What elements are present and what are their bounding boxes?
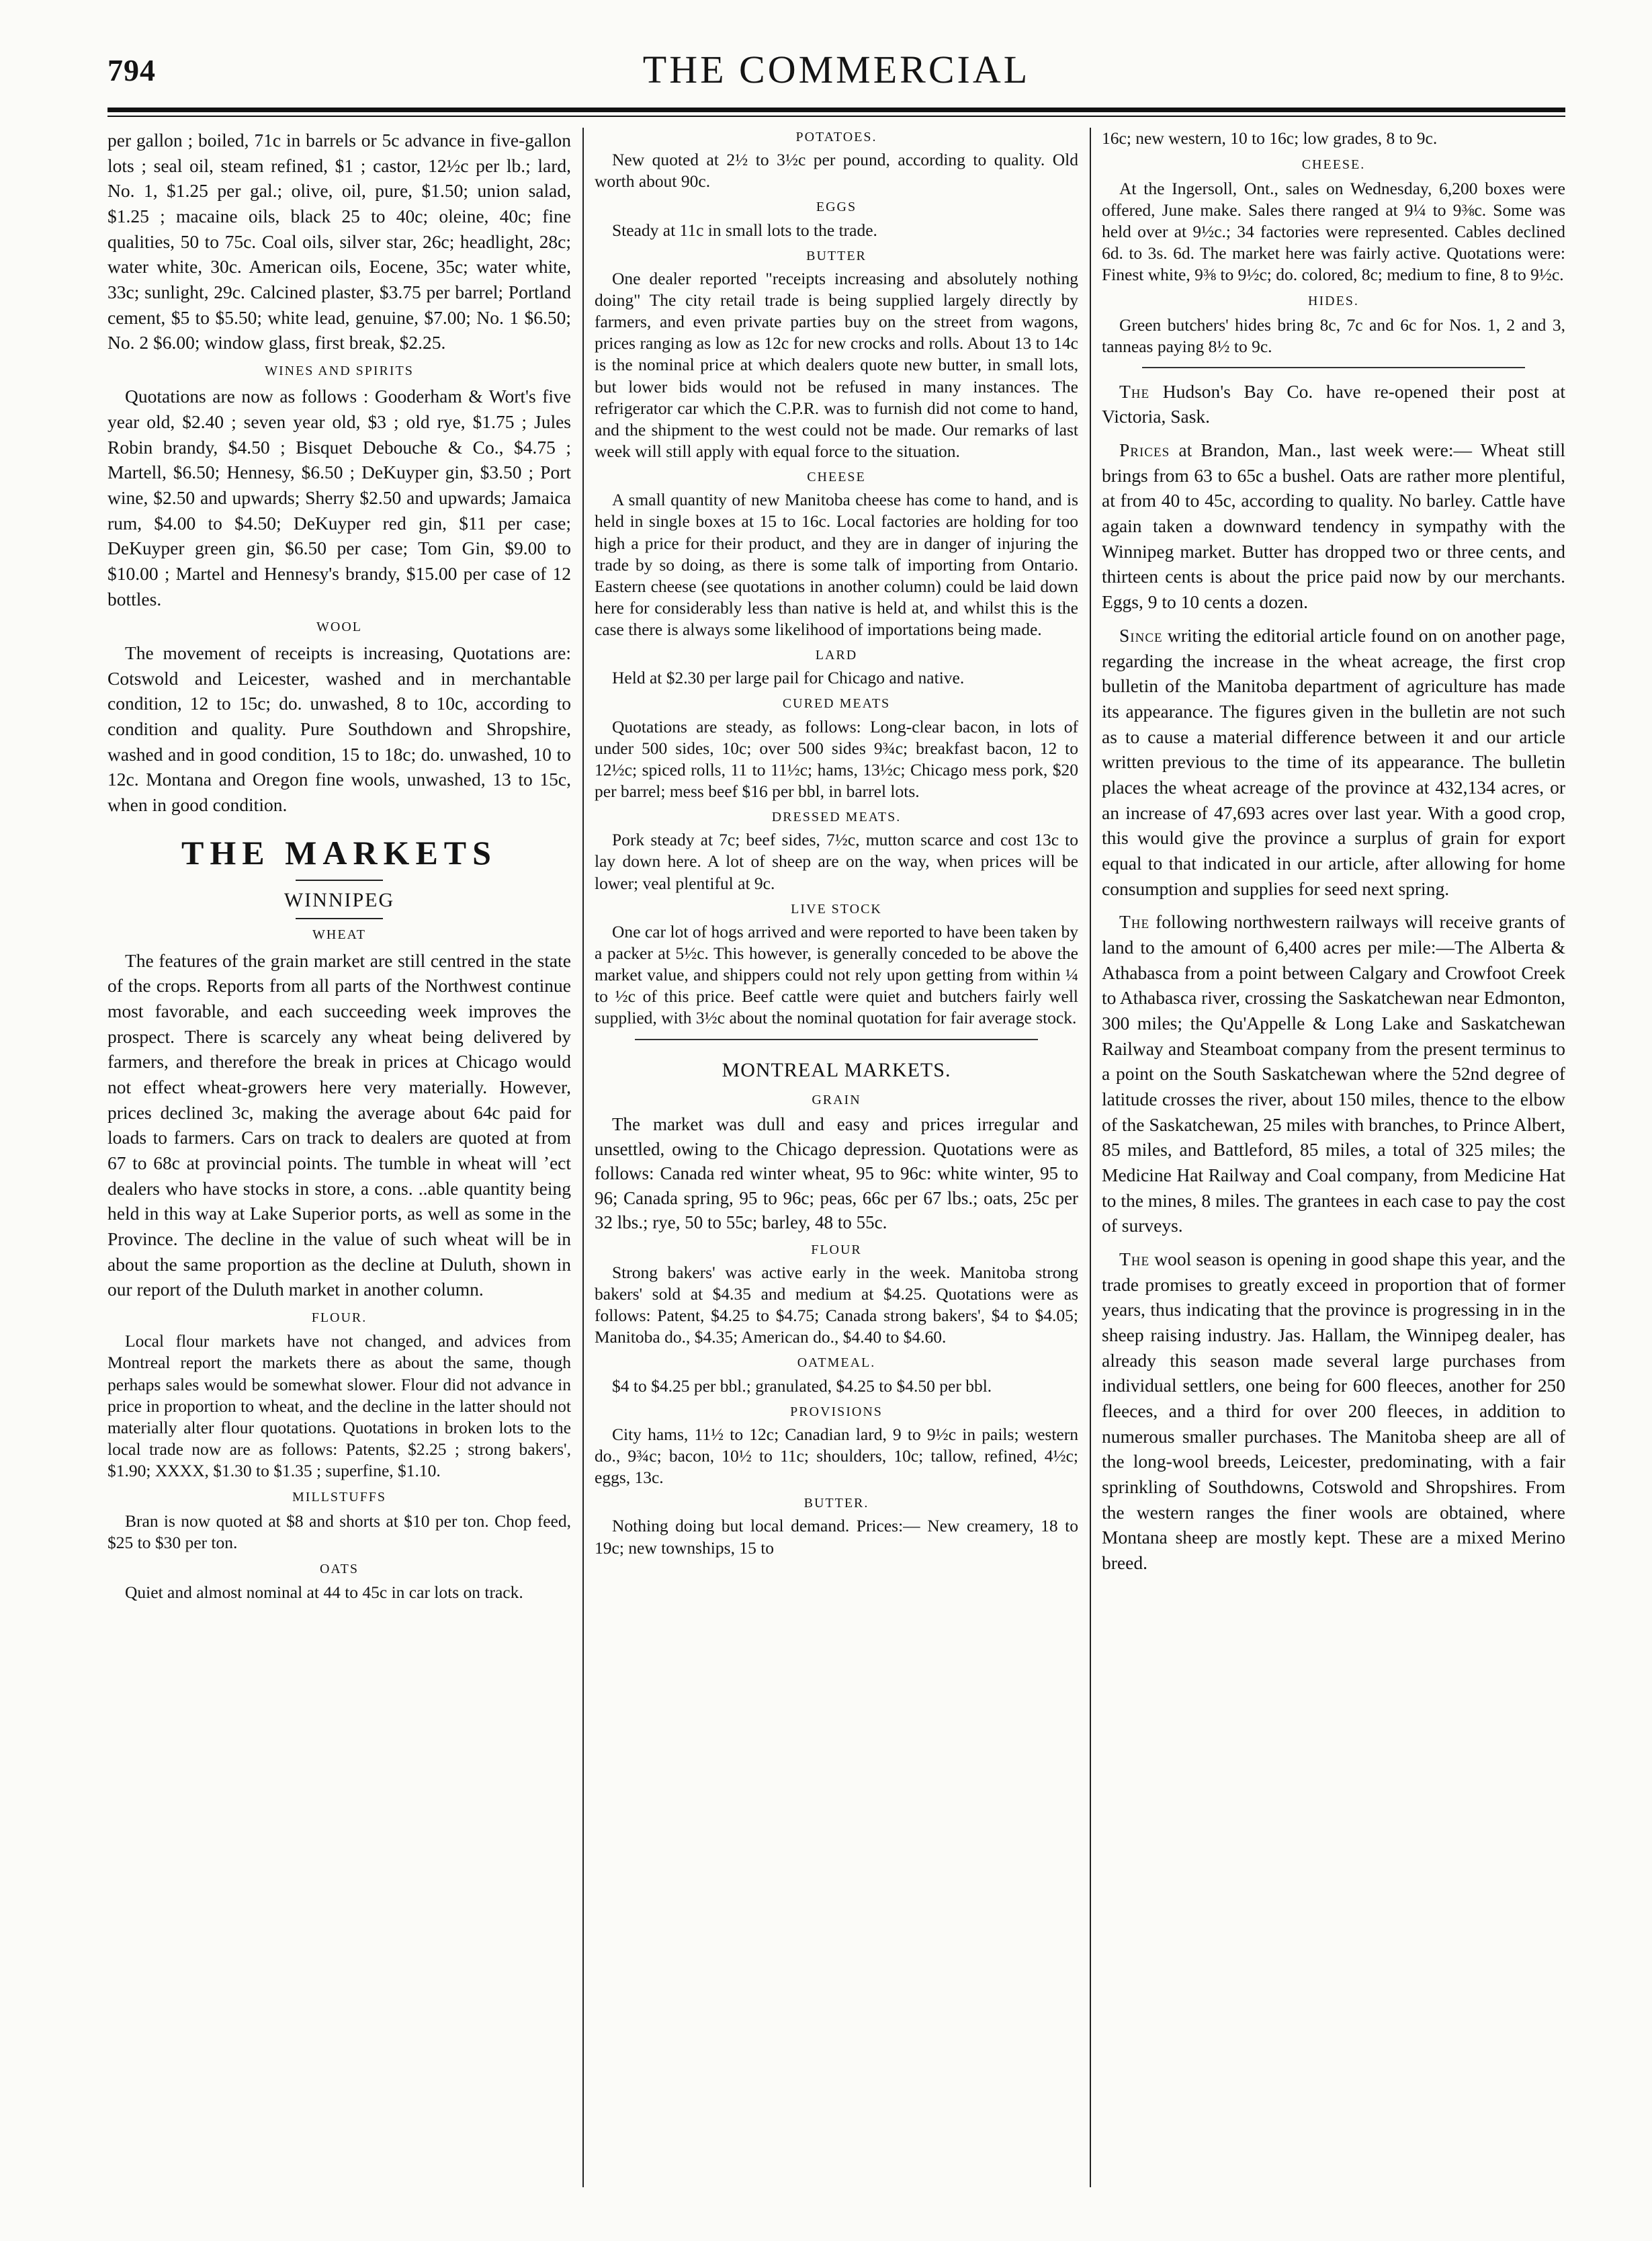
railways-paragraph	[1102, 909, 1565, 1238]
montreal-heading: MONTREAL MARKETS.	[722, 1058, 951, 1081]
montreal-butter-paragraph: Nothing doing but local demand. Prices:— New creamery, 18 to 19c; new townships, 15 to	[595, 1516, 1078, 1558]
wool-season-paragraph	[1102, 1246, 1565, 1576]
wool-heading: WOOL	[316, 620, 362, 635]
winnipeg-heading: WINNIPEG	[284, 889, 395, 912]
cheese-paragraph: A small quantity of new Manitoba cheese has come to hand, and is held in single boxes at 15 to 16c. Local factories are holding for too high a price for their product, and they are in danger of injuring the trade by so doing, as there is some talk of importing from Ontario. Eastern cheese (see quotations in another column) could be laid down here for considerably less than native is held at, and whilst this is the case there is always some likelihood of importations being made.	[595, 490, 1078, 639]
live-stock-paragraph: One car lot of hogs arrived and were reported to have been taken by a packer at 5½c. This however, is generally conceded to be above the market value, and shippers could not rely upon getting from within ¼ to ½c of this price. Beef cattle were quiet and butchers fairly well supplied, with 3½c about the nominal quotation for fair average stock.	[595, 921, 1078, 1028]
montreal-cheese-heading: CHEESE.	[1301, 157, 1366, 173]
paragraph-text: Hudson's Bay Co. have re-opened their post at Victoria, Sask.	[1102, 380, 1565, 427]
lead-word: Prices	[1119, 439, 1170, 461]
potatoes-heading: POTATOES.	[795, 130, 877, 144]
wines-heading: WINES AND SPIRITS	[265, 364, 414, 379]
eggs-heading: EGGS	[816, 200, 857, 215]
butter-paragraph: One dealer reported "receipts increasing and absolutely nothing doing" The city retail trade is being supplied largely directly by farmers, and even private parties buy on the street from wagons, prices ranging as low as 12c for new crocks and rolls. About 13 to 14c is the nominal price at which dealers quote new butter, in small lots, but lower bids would not be refused in many instances. The refrigerator car which the C.P.R. was to furnish did not come to hand, and the shipment to the west could not be made. Our remarks of last week will still apply with equal force to the situation.	[595, 268, 1078, 461]
hudson-bay-paragraph	[1102, 379, 1565, 429]
paragraph-text: at Brandon, Man., last week were:— Wheat still brings from 63 to 65c a bushel. Oats are rather more plentiful, at from 40 to 45c, according to quality. No barley. Cattle have again taken a downward tendency in sympathy with the Winnipeg market. Butter has dropped two or three cents, and thirteen cents is about the price paid now by our merchants. Eggs, 9 to 10 cents a dozen.	[1102, 439, 1565, 613]
column-middle	[595, 128, 1078, 2194]
heading-rule	[296, 918, 383, 919]
millstuffs-paragraph: Bran is now quoted at $8 and shorts at $10 per ton. Chop feed, $25 to $30 per ton.	[107, 1511, 571, 1552]
column-divider	[1090, 128, 1091, 2187]
butter-continued-paragraph: 16c; new western, 10 to 16c; low grades, 8 to 9c.	[1102, 128, 1438, 148]
oatmeal-paragraph: $4 to $4.25 per bbl.; granulated, $4.25 to $4.50 per bbl.	[612, 1376, 992, 1396]
publication-title: THE COMMERCIAL	[642, 48, 1031, 91]
lard-heading: LARD	[815, 648, 858, 663]
hides-heading: HIDES.	[1308, 294, 1359, 309]
grain-heading: GRAIN	[812, 1093, 861, 1108]
dressed-meats-heading: DRESSED MEATS.	[771, 810, 902, 825]
crop-bulletin-paragraph	[1102, 623, 1565, 901]
oats-heading: OATS	[319, 1561, 359, 1576]
section-divider	[1142, 367, 1525, 368]
oatmeal-heading: OATMEAL.	[797, 1355, 876, 1371]
section-divider	[635, 1039, 1038, 1040]
cured-meats-heading: CURED MEATS	[782, 696, 891, 712]
wheat-heading: WHEAT	[312, 927, 366, 943]
paragraph-text: following northwestern railways will receive grants of land to the amount of 6,400 acres per mile:—The Alberta & Athabasca from a point between Calgary and Crowfoot Creek to Athabasca river, crossing the Saskatchewan near Edmonton, 300 miles; the Qu'Appelle & Long Lake and Saskatchewan Railway and Steamboat company from the present terminus to a point on the South Saskatchewan where the 52nd degree of latitude crosses the river, about 150 miles, thence to the elbow of the Saskatchewan, 25 miles with branches, to Prince Albert, 85 miles, and Battleford, 85 miles, a total of 325 miles; the Medicine Hat Railway and Coal company, from Medicine Hat to the mines, 8 miles. The grantees in each case to pay the cost of surveys.	[1102, 911, 1565, 1236]
flour-paragraph: Local flour markets have not changed, and advices from Montreal report the markets there as about the same, though perhaps sales would be somewhat slower. Flour did not advance in price in proportion to wheat, and the decline in the latter should not materially alter flour quotations. Quotations in broken lots to the local trade now are as follows: Patents, $2.25 ; strong bakers', $1.90; XXXX, $1.30 to $1.35 ; superfine, $1.10.	[107, 1331, 571, 1481]
eggs-paragraph: Steady at 11c in small lots to the trade.	[612, 220, 877, 240]
provisions-heading: PROVISIONS	[790, 1404, 883, 1419]
column-divider	[582, 128, 584, 2187]
oats-paragraph: Quiet and almost nominal at 44 to 45c in car lots on track.	[125, 1582, 523, 1603]
live-stock-heading: LIVE STOCK	[791, 901, 882, 917]
page-number: 794	[107, 53, 156, 87]
brandon-prices-paragraph	[1102, 437, 1565, 615]
provisions-paragraph: City hams, 11½ to 12c; Canadian lard, 9 to 9½c in pails; western do., 9¾c; bacon, 10½ to 11c; shoulders, 10c; tallow, refined, 4½c; eggs, 13c.	[595, 1424, 1078, 1488]
page-header	[107, 47, 1565, 101]
montreal-butter-heading: BUTTER.	[803, 1496, 869, 1511]
montreal-flour-heading: FLOUR	[811, 1242, 862, 1257]
dressed-meats-paragraph: Pork steady at 7c; beef sides, 7½c, mutton scarce and cost 13c to lay down here. A lot of sheep are on the way, when prices will be lower; veal plentiful at 9c.	[595, 830, 1078, 893]
lead-word: The	[1119, 380, 1150, 402]
lead-word: Since	[1119, 624, 1163, 646]
header-rule	[107, 108, 1565, 112]
grain-paragraph: The market was dull and easy and prices irregular and unsettled, owing to the Chicago depression. Quotations were as follows: Canada red winter wheat, 95 to 96c: white winter, 95 to 96; Canada spring, 95 to 96c; peas, 66c per 67 lbs.; oats, 25c per 32 lbs.; rye, 50 to 55c; barley, 48 to 55c.	[595, 1114, 1078, 1233]
markets-heading: THE MARKETS	[181, 833, 497, 872]
heading-rule	[296, 880, 383, 881]
column-left	[107, 128, 571, 2194]
lead-word: The	[1119, 1248, 1150, 1269]
oils-paragraph: per gallon ; boiled, 71c in barrels or 5c advance in five-gallon lots ; seal oil, steam refined, $1 ; castor, 12½c per lb.; lard, No. 1, $1.25 per gal.; olive, oil, pure, $1.50; union salad, $1.25 ; macaine oils, black 25 to 40c; oleine, 40c; fine qualities, 50 to 75c. Coal oils, silver star, 26c; headlight, 28c; water white, 30c. American oils, Eocene, 35c; water white, 33c; sunlight, 29c. Calcined plaster, $3.75 per barrel; Portland cement, $5 to $5.50; white lead, genuine, $7.00; No. 1 $6.50; No. 2 $6.00; window glass, first break, $2.25.	[107, 130, 571, 353]
wines-paragraph: Quotations are now as follows : Gooderham & Wort's five year old, $2.40 ; seven year old, $3 ; old rye, $1.75 ; Jules Robin brandy, $4.50 ; Bisquet Debouche & Co., $4.75 ; Martell, $6.50; Hennesy, $6.50 ; DeKuyper gin, $3.50 ; Port wine, $2.50 and upwards; Sherry $2.50 and upwards; Jamaica rum, $4.00 to $4.50; DeKuyper red gin, $11 per case; DeKuyper green gin, $6.50 per case; Tom Gin, $9.00 to $10.00 ; Martel and Hennesy's brandy, $15.00 per case of 12 bottles.	[107, 386, 571, 609]
montreal-flour-paragraph: Strong bakers' was active early in the week. Manitoba strong bakers' sold at $4.35 and medium at $4.25. Quotations were as follows: Patent, $4.25 to $4.75; Canada strong bakers', $4 to $4.05; Manitoba do., $4.35; American do., $4.40 to $4.60.	[595, 1262, 1078, 1347]
flour-heading: FLOUR.	[311, 1310, 367, 1325]
paragraph-text: writing the editorial article found on on another page, regarding the increase in the wheat acreage, the first crop bulletin of the Manitoba department of agriculture has made its appearance. The figures given in the bulletin are not such as to cause a material difference between it and our article written previous to the time of its appearance. The bulletin places the wheat acreage of the province at 432,134 acres, or an increase of 47,693 acres over last year. With a good crop, this would give the province a surplus of grain for export equal to that indicated in our article, after allowing for home consumption and supplies for seed next spring.	[1102, 624, 1565, 899]
butter-heading: BUTTER	[806, 248, 867, 263]
paragraph-text: wool season is opening in good shape this year, and the trade promises to greatly exceed in proportion that of former years, thus indicating that the province is progressing in in the sheep raising industry. Jas. Hallam, the Winnipeg dealer, has already this season made several large purchases from individual settlers, one being for 600 fleeces, another for 250 fleeces, and a third for over 200 fleeces, in addition to numerous smaller purchases. The Manitoba sheep are all of the long-wool breeds, Leicester, predominating, with a fair sprinkling of Southdowns, Cotswold and Shropshires. From the western ranges the finer wools are obtained, where Montana sheep are mostly kept. These are a mixed Merino breed.	[1102, 1248, 1565, 1574]
millstuffs-heading: MILLSTUFFS	[292, 1490, 387, 1505]
lard-paragraph: Held at $2.30 per large pail for Chicago and native.	[612, 668, 965, 688]
wool-paragraph: The movement of receipts is increasing, Quotations are: Cotswold and Leicester, washed and in merchantable condition, 12 to 15c; do. unwashed, 8 to 10c, according to condition and quality. Pure Southdown and Shropshire, washed and in good condition, 15 to 18c; do. unwashed, 10 to 12c. Montana and Oregon fine wools, unwashed, 13 to 15c, when in good condition.	[107, 642, 571, 815]
header-rule-thin	[107, 116, 1565, 117]
montreal-cheese-paragraph: At the Ingersoll, Ont., sales on Wednesday, 6,200 boxes were offered, June make. Sales there ranged at 9¼ to 9⅜c. Some was held over at 9½c.; 34 factories were represented. Cables declined 6d. to 3s. 6d. The market here was fairly active. Quotations were: Finest white, 9⅜ to 9½c; do. colored, 8c; medium to fine, 8 to 9½c.	[1102, 178, 1565, 285]
column-right	[1102, 128, 1565, 2194]
cheese-heading: CHEESE	[807, 470, 866, 485]
hides-paragraph: Green butchers' hides bring 8c, 7c and 6c for Nos. 1, 2 and 3, tanneas paying 8½ to 9c.	[1102, 314, 1565, 356]
cured-meats-paragraph: Quotations are steady, as follows: Long-clear bacon, in lots of under 500 sides, 10c; over 500 sides 9¾c; breakfast bacon, 12 to 12½c; spiced rolls, 11 to 11½c; hams, 13½c; Chicago mess pork, $20 per barrel; mess beef $16 per bbl, in barrel lots.	[595, 716, 1078, 801]
lead-word: The	[1119, 911, 1150, 933]
potatoes-paragraph: New quoted at 2½ to 3½c per pound, according to quality. Old worth about 90c.	[595, 150, 1078, 192]
wheat-paragraph: The features of the grain market are still centred in the state of the crops. Reports from all parts of the Northwest continue most favorable, and each succeeding week improves the prospect. There is scarcely any wheat being delivered by farmers, and therefore the break in prices at Chicago would not effect wheat-growers here very materially. However, prices declined 3c, making the average about 64c paid for loads to farmers. Cars on track to dealers are quoted at from 67 to 68c at provincial points. The tumble in wheat will ʼect dealers who have stocks in store, a cons. ..able quantity being held in this way at Lake Superior ports, as well as some in the Province. The decline in the value of such wheat will be in about the same proportion as the decline at Duluth, shown in our report of the Duluth market in another column.	[107, 949, 571, 1300]
